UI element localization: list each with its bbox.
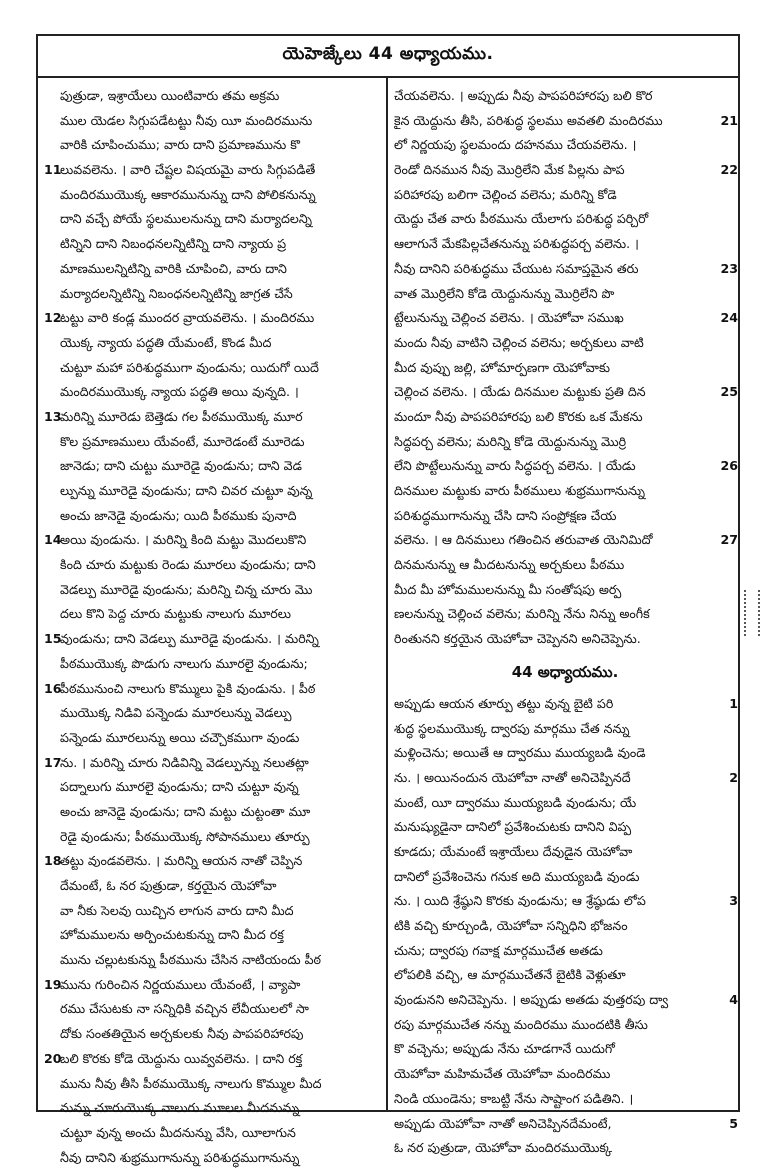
verse-number: 22 xyxy=(720,162,738,178)
verse-number: 19 xyxy=(44,976,62,992)
text-line xyxy=(390,939,740,964)
text-line xyxy=(390,889,740,914)
line-text: ముల యెడల సిగ్గుపడేటట్టు నీవు యీ మందిరమును xyxy=(60,112,313,128)
line-text: వా నీకు సెలవు యిచ్చిన లాగున వారు దాని మీద xyxy=(60,902,294,918)
text-line xyxy=(38,602,384,627)
line-text: నిండి యుండెను; కాబట్టి నేను సాష్టాంగ పడితిని. । xyxy=(394,1090,634,1106)
line-text: మందు నీవు వాటిని చెల్లించ వలెను; అర్చకులు వాటి xyxy=(394,334,644,350)
text-line xyxy=(390,988,740,1013)
text-line xyxy=(38,183,384,208)
line-text: కొ వచ్చెను; అప్పుడు నేను చూడగానే యిదుగో xyxy=(394,1041,615,1057)
text-line xyxy=(390,282,740,307)
verse-number: 3 xyxy=(729,893,738,909)
line-text: ల్పున్ను మూరెడై వుండును; దాని చివర చుట్టూ వున్న xyxy=(60,483,313,498)
text-line xyxy=(38,405,384,430)
line-text: మును నీవు తీసి పీఠముయొక్క నాలుగు కొమ్ముల మీద xyxy=(60,1075,322,1091)
text-line xyxy=(38,677,384,702)
text-line xyxy=(38,504,384,529)
verse-number: 17 xyxy=(44,754,62,770)
text-line xyxy=(390,692,740,717)
line-text: కైన యెద్దును తీసి, పరిశుద్ధ స్థలము అవతలి మందిరము xyxy=(394,112,663,128)
line-text: ణలనున్ను చెల్లించ వలెను; మరిన్ని నేను నిన్ను అంగీక xyxy=(394,606,650,622)
line-text: రింతునని కర్తయైన యెహోవా చెప్పెనని అనిచెప్పెను. xyxy=(394,631,641,647)
line-text: మీద మీ హోమములనున్ను మీ సంతోషపు అర్ప xyxy=(394,581,622,597)
text-line xyxy=(38,528,384,553)
text-line xyxy=(38,331,384,356)
line-text: పుత్రుడా, ఇశ్రాయేలు యింటివారు తమ అక్రమ xyxy=(60,88,280,103)
line-text: లేని పొట్టేలునున్ను వారు సిద్ధపర్చ వలెను. । యేడు xyxy=(394,458,636,474)
text-line xyxy=(38,306,384,331)
text-line xyxy=(38,430,384,455)
text-line xyxy=(38,356,384,381)
text-line xyxy=(390,1087,740,1112)
line-text: పీఠమునుంచి నాలుగు కొమ్ములు పైకి వుండును. । పీఠ xyxy=(60,680,316,696)
verse-number: 11 xyxy=(44,162,62,178)
text-line xyxy=(38,282,384,307)
line-text: రెడై వుండును; పీఠముయొక్క సోపానములు తూర్పు xyxy=(60,828,310,844)
text-line xyxy=(38,800,384,825)
verse-number: 1 xyxy=(729,695,738,711)
text-line xyxy=(38,701,384,726)
text-line xyxy=(38,899,384,924)
verse-number: 2 xyxy=(729,769,738,785)
text-line xyxy=(390,405,740,430)
line-text: యెద్దు చేత వారు పీఠమును యేలాగు పరిశుద్ధ పర్చిరో xyxy=(394,211,649,227)
text-line xyxy=(390,815,740,840)
text-line xyxy=(390,766,740,791)
line-text: చెల్లించ వలెను. । యేడు దినముల మట్టుకు ప్రతి దిన xyxy=(394,384,646,400)
line-text: అంచు జానెడై వుండును; యిది పీఠముకు పునాది xyxy=(60,507,297,523)
text-line xyxy=(38,380,384,405)
line-text: వాత మొర్రిలేని కోడె యెద్దునున్ను మొర్రిలేని పొ xyxy=(394,285,615,301)
text-line xyxy=(38,84,384,109)
line-text: లోపలికి వచ్చి, ఆ మార్గముచేతనే బైటికి వెళ్లుతూ xyxy=(394,967,626,983)
line-text: మీద వుప్పు జల్లి, హోమార్పణగా యెహోవాకు xyxy=(394,359,610,375)
verse-number: 25 xyxy=(720,384,738,400)
text-line xyxy=(38,109,384,134)
text-line xyxy=(390,717,740,742)
verse-number: 21 xyxy=(720,112,738,128)
text-line xyxy=(38,825,384,850)
text-line xyxy=(38,997,384,1022)
text-line xyxy=(38,874,384,899)
text-line xyxy=(38,454,384,479)
line-text: పన్నెండు మూరలున్ను అయి చచ్చౌకముగా వుండు xyxy=(60,729,300,745)
text-line xyxy=(38,775,384,800)
text-line xyxy=(390,356,740,381)
text-line xyxy=(390,84,740,109)
line-text: రెండో దినమున నీవు మొర్రిలేని మేక పిల్లను పాప xyxy=(394,162,625,178)
line-text: వెడల్పు మూరెడై వుండును; మరిన్ని చిన్న చూరు మొ xyxy=(60,581,313,597)
text-line xyxy=(390,1037,740,1062)
line-text: వలెను. । ఆ దినములు గతించిన తరువాత యెనిమిదో xyxy=(394,532,653,548)
line-text: అంచు జానెడై వుండును; దాని మట్టు చుట్టంతా మూ xyxy=(60,803,311,819)
line-text: రము చేసుటకు నా సన్నిధికి వచ్చిన లేవీయులలో సా xyxy=(60,1001,309,1017)
text-line xyxy=(38,923,384,948)
line-text: తట్టు వుండవలెను. । మరిన్ని ఆయన నాతో చెప్పిన xyxy=(60,853,303,869)
verse-number: 16 xyxy=(44,680,62,696)
line-text: మనుష్యుడైనా దానిలో ప్రవేశించుటకు దానిని విప్ప xyxy=(394,819,632,835)
line-text: టికి వచ్చి కూర్చుండి, యెహోవా సన్నిధిని భోజనం xyxy=(394,918,628,933)
line-text: మును గురించిన నిర్ణయములు యేవంటే, । వ్యాపా xyxy=(60,976,301,992)
line-text: మరిన్ని మూరెడు బెత్తెడు గల పీఠముయొక్క మూర xyxy=(60,408,303,424)
text-line xyxy=(38,257,384,282)
line-text: దాని వచ్చే పోయే స్థలములనున్ను దాని మర్యాదలన్ని xyxy=(60,211,312,227)
line-text: చుట్టూ వున్న అంచు మీదనున్ను వేసి, యీలాగున xyxy=(60,1124,296,1140)
text-line xyxy=(38,158,384,183)
verse-number: 5 xyxy=(729,1115,738,1131)
text-line xyxy=(390,306,740,331)
text-line xyxy=(38,1121,384,1146)
verse-number: 23 xyxy=(720,260,738,276)
text-line xyxy=(38,553,384,578)
text-line xyxy=(390,479,740,504)
line-text: పరిశుద్ధముగానున్ను చేసి దాని సంప్రోక్షణ చేయ xyxy=(394,507,617,523)
line-text: దలు కొని పెద్ద చూరు మట్టుకు నాలుగు మూరలు xyxy=(60,606,291,622)
text-line xyxy=(38,232,384,257)
verse-number: 4 xyxy=(729,992,738,1008)
line-text: కూడదు; యేమంటే ఇశ్రాయేలు దేవుడైన యెహోవా xyxy=(394,843,633,859)
line-text: దేమంటే, ఓ నర పుత్రుడా, కర్తయైన యెహోవా xyxy=(60,878,277,893)
line-text: యొక్క న్యాయ పద్ధతి యేమంటే, కొండ మీద xyxy=(60,334,272,350)
chapter-heading: 44 అధ్యాయము. xyxy=(511,662,619,681)
line-text: పీఠముయొక్క పొడుగు నాలుగు మూరలై వుండును; xyxy=(60,655,308,671)
line-text: అప్పుడు యెహోవా నాతో అనిచెప్పినదేమంటే, xyxy=(394,1115,612,1131)
text-line xyxy=(390,232,740,257)
line-text: మందిరముయొక్క ఆకారమునున్ను దాని పోలికనున్ను xyxy=(60,186,316,202)
text-line xyxy=(390,865,740,890)
text-line xyxy=(390,791,740,816)
line-text: చును; ద్వారపు గవాక్ష మార్గముచేత అతడు xyxy=(394,942,603,958)
text-line xyxy=(38,1146,384,1170)
text-line xyxy=(38,973,384,998)
text-line xyxy=(390,504,740,529)
text-line xyxy=(38,1096,384,1121)
line-text: యెహోవా మహిమచేత యెహోవా మందిరము xyxy=(394,1066,611,1082)
line-text: లో నిర్ణయపు స్థలమందు దహనము చేయవలెను. । xyxy=(394,137,637,153)
line-text: దినమనున్ను ఆ మీదటనున్ను అర్చకులు పీఠము xyxy=(394,557,625,573)
line-text: మంటే, యీ ద్వారము ముయ్యబడి వుండును; యే xyxy=(394,794,637,810)
line-text: దినముల మట్టుకు వారు పీఠములు శుభ్రముగానున్ను xyxy=(394,483,645,498)
binding-edge-mark xyxy=(744,590,760,636)
text-line xyxy=(38,1022,384,1047)
text-line xyxy=(38,1072,384,1097)
text-line xyxy=(390,578,740,603)
right-column xyxy=(390,84,740,1156)
line-text: ట్టేలునున్ను చెల్లించ వలెను. । యెహోవా సముఖ xyxy=(394,310,624,326)
verse-number: 18 xyxy=(44,853,62,869)
text-line xyxy=(390,183,740,208)
right-column-top xyxy=(390,84,740,652)
line-text: మందూ నీవు పాపపరిహారపు బలి కొరకు ఒక మేకను xyxy=(394,408,643,424)
text-line xyxy=(390,331,740,356)
line-text: కొల ప్రమాణములు యేవంటే, మూరెడంటే మూరెడు xyxy=(60,433,305,449)
text-line xyxy=(390,257,740,282)
line-text: ఓ నర పుత్రుడా, యెహోవా మందిరముయొక్క xyxy=(394,1140,613,1156)
text-line xyxy=(390,553,740,578)
verse-number: 24 xyxy=(720,310,738,326)
page-frame xyxy=(36,34,740,1165)
line-text: వుండునని అనిచెప్పెను. । అప్పుడు అతడు వుత్తరపు ద్వా xyxy=(394,992,669,1008)
line-text: ను. । మరిన్ని చూరు నిడివిన్ని వెడల్పున్ను నలుతట్లా xyxy=(60,754,309,770)
line-text: నీవు దానిని శుభ్రముగానున్ను పరిశుద్ధముగానున్ను xyxy=(60,1149,300,1165)
column-divider xyxy=(386,78,388,1110)
line-text: రపు మార్గముచేత నన్ను మందిరము ముందటికి తీసు xyxy=(394,1016,648,1032)
text-line xyxy=(390,109,740,134)
text-line xyxy=(390,133,740,158)
text-line xyxy=(390,602,740,627)
verse-number: 14 xyxy=(44,532,62,548)
text-line xyxy=(390,741,740,766)
text-line xyxy=(390,914,740,939)
line-text: నున్ను చూరుయొక్క నాలుగు మూలల మీదనున్ను xyxy=(60,1100,300,1116)
line-text: అయి వుండును. । మరిన్ని కింది మట్టు మొదలుకొని xyxy=(60,532,307,548)
text-line xyxy=(390,627,740,652)
text-line xyxy=(390,840,740,865)
verse-number: 12 xyxy=(44,310,62,326)
right-column-bottom xyxy=(390,692,740,1161)
line-text: ను. । యిది శ్రేష్ఠుని కొరకు వుండును; ఆ శ్రేష్ఠుడు లోప xyxy=(394,893,646,909)
line-text: హోమములను అర్పించుటకున్ను దాని మీద రక్త xyxy=(60,927,284,943)
line-text: జానెడు; దాని చుట్టు మూరెడై వుండును; దాని వెడ xyxy=(60,458,302,474)
text-line xyxy=(390,454,740,479)
header-rule xyxy=(38,76,738,78)
line-text: ను. । అయినందున యెహోవా నాతో అనిచెప్పినదే xyxy=(394,769,631,785)
text-line xyxy=(38,207,384,232)
line-text: లువవలెను. । వారి చేష్టల విషయమై వారు సిగ్గుపడితే xyxy=(60,162,316,178)
line-text: టిన్నిని దాని నిబంధనలన్నిటిన్ని దాని న్యాయ ప్ర xyxy=(60,236,287,252)
text-line xyxy=(38,726,384,751)
line-text: దోకు సంతతియైన అర్చకులకు నీవు పాపపరిహారపు xyxy=(60,1026,304,1042)
line-text: మందిరముయొక్క న్యాయ పద్ధతి అయి వున్నది. । xyxy=(60,384,299,400)
line-text: చేయవలెను. । అప్పుడు నీవు పాపపరిహారపు బలి కొర xyxy=(394,88,653,103)
line-text: పద్నాలుగు మూరలై వుండును; దాని చుట్టూ వున్న xyxy=(60,779,299,795)
text-line xyxy=(390,1013,740,1038)
text-line xyxy=(390,1112,740,1137)
text-line xyxy=(38,1047,384,1072)
text-line xyxy=(38,479,384,504)
line-text: పరిహారపు బలిగా చెల్లించ వలెను; మరిన్ని కోడె xyxy=(394,186,617,202)
line-text: మళ్లించెను; అయితే ఆ ద్వారము ముయ్యబడి వుండె xyxy=(394,745,646,761)
verse-number: 15 xyxy=(44,631,62,647)
line-text: అప్పుడు ఆయన తూర్పు తట్టు వున్న బైటి పరి xyxy=(394,695,614,711)
text-line xyxy=(390,963,740,988)
text-line xyxy=(38,849,384,874)
text-line xyxy=(390,528,740,553)
line-text: సిద్ధపర్చ వలెను; మరిన్ని కోడె యెద్దునున్ను మొర్రి xyxy=(394,433,627,449)
line-text: కింది చూరు మట్టుకు రెండు మూరలు వుండును; దాని xyxy=(60,557,316,573)
text-line xyxy=(390,430,740,455)
text-line xyxy=(390,380,740,405)
line-text: శుద్ధ స్థలముయొక్క ద్వారపు మార్గము చేత నన్ను xyxy=(394,720,630,736)
line-text: బలి కొరకు కోడె యెద్దును యివ్వవలెను. । దాని రక్త xyxy=(60,1050,303,1066)
line-text: వారికి చూపించుము; వారు దాని ప్రమాణమును కొ xyxy=(60,137,300,153)
line-text: మర్యాదలన్నిటిన్ని నిబంధనలన్నిటిన్ని జాగ్రత చేసే xyxy=(60,285,293,301)
line-text: చుట్టూ మహా పరిశుద్ధముగా వుండును; యిదుగో యిదే xyxy=(60,359,319,375)
verse-number: 27 xyxy=(720,532,738,548)
text-line xyxy=(38,133,384,158)
text-line xyxy=(390,207,740,232)
line-text: మాణములన్నిటిన్ని వారికి చూపించి, వారు దాని xyxy=(60,260,287,276)
line-text: ఆలాగునే మేకపిల్లచేతనున్ను పరిశుద్ధపర్చ వలెను. । xyxy=(394,236,639,252)
text-line xyxy=(38,751,384,776)
verse-number: 26 xyxy=(720,458,738,474)
line-text: ముయొక్క నిడివి పన్నెండు మూరలున్ను వెడల్పు xyxy=(60,705,292,721)
text-line xyxy=(38,948,384,973)
page-header: యెహెజ్కేలు 44 అధ్యాయము. xyxy=(282,44,494,64)
text-line xyxy=(390,1062,740,1087)
line-text: దానిలో ప్రవేశించెను గనుక అది ముయ్యబడి వుండు xyxy=(394,868,640,884)
text-line xyxy=(38,578,384,603)
line-text: నీవు దానిని పరిశుద్ధము చేయుట సమాప్తమైన తరు xyxy=(394,260,639,276)
line-text: టట్టు వారి కండ్ల ముందర వ్రాయవలెను. । మందిరము xyxy=(60,310,315,326)
verse-number: 20 xyxy=(44,1050,62,1066)
text-line xyxy=(390,158,740,183)
text-line xyxy=(38,627,384,652)
line-text: మును చల్లుటకున్ను పీఠమును చేసిన నాటియందు పీఠ xyxy=(60,952,322,968)
line-text: వుండును; దాని వెడల్పు మూరెడై వుండును. । మరిన్ని xyxy=(60,631,319,647)
text-line xyxy=(38,652,384,677)
left-column xyxy=(38,84,384,1165)
verse-number: 13 xyxy=(44,408,62,424)
